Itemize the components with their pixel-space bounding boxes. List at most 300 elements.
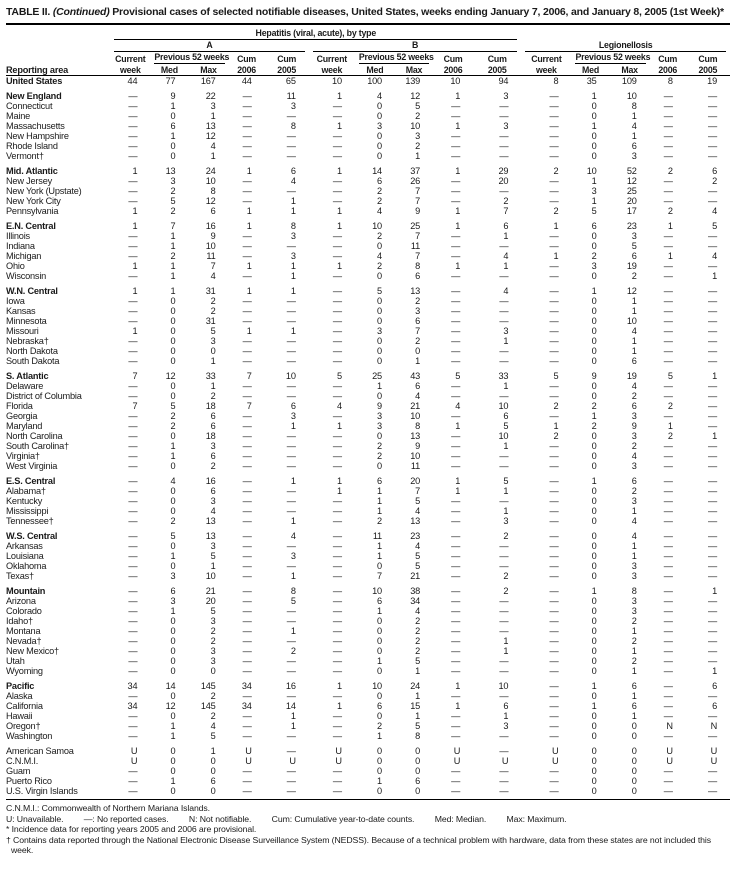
value-cell: — [451, 336, 461, 346]
value-cell: — [286, 636, 296, 646]
value-cell: — [332, 411, 342, 421]
value-cell: — [708, 531, 717, 541]
value-cell: — [332, 721, 342, 731]
value-cell: 34 [241, 701, 252, 711]
value-cell: — [286, 186, 296, 196]
value-cell: 1 [377, 486, 382, 496]
value-cell: — [128, 721, 138, 731]
reporting-area-cell: Delaware [6, 381, 44, 391]
value-cell: 1 [170, 231, 176, 241]
value-cell: — [549, 626, 559, 636]
value-cell: — [286, 776, 296, 786]
value-cell: — [451, 616, 461, 626]
value-cell: — [128, 541, 138, 551]
value-cell: 1 [336, 206, 342, 216]
value-cell: — [549, 496, 559, 506]
reporting-area-cell: E.N. Central [6, 221, 56, 231]
value-cell: 6 [415, 271, 421, 281]
value-cell: 1 [631, 131, 637, 141]
value-cell: 5 [377, 286, 382, 296]
value-cell: — [286, 766, 296, 776]
value-cell: — [663, 561, 673, 571]
value-cell: 9 [415, 441, 421, 451]
reporting-area-cell: Hawaii [6, 711, 33, 721]
value-cell: 2 [210, 711, 216, 721]
value-cell: 14 [372, 166, 382, 176]
value-cell: 0 [591, 101, 597, 111]
col-prev52-a-label: Previous 52 weeks [154, 51, 230, 62]
value-cell: — [128, 251, 138, 261]
value-cell: — [332, 141, 342, 151]
value-cell: — [549, 151, 559, 161]
value-cell: — [128, 666, 138, 676]
value-cell: — [286, 441, 296, 451]
value-cell: 6 [210, 451, 216, 461]
value-cell: — [242, 231, 252, 241]
value-cell: 5 [415, 561, 421, 571]
value-cell: 21 [410, 401, 421, 411]
reporting-area-cell: Wyoming [6, 666, 43, 676]
value-cell: 1 [377, 496, 382, 506]
table-row [6, 231, 730, 241]
value-cell: — [451, 776, 461, 786]
value-cell: 1 [503, 261, 509, 271]
value-cell: 1 [415, 151, 421, 161]
value-cell: 5 [290, 596, 296, 606]
legend-unavailable: U: Unavailable. [6, 813, 64, 824]
value-cell: 0 [170, 616, 176, 626]
value-cell: 2 [377, 261, 382, 271]
value-cell: — [242, 121, 252, 131]
value-cell: — [499, 391, 509, 401]
value-cell: 4 [712, 206, 717, 216]
value-cell: — [663, 346, 673, 356]
value-cell: 2 [210, 626, 216, 636]
value-cell: — [708, 141, 717, 151]
value-cell: — [708, 336, 717, 346]
value-cell: 10 [205, 176, 216, 186]
value-cell: 4 [631, 381, 637, 391]
value-cell: — [451, 541, 461, 551]
value-cell: — [549, 616, 559, 626]
value-cell: 1 [591, 681, 597, 691]
value-cell: — [286, 451, 296, 461]
value-cell: — [549, 486, 559, 496]
value-cell: — [663, 101, 673, 111]
value-cell: — [451, 176, 461, 186]
value-cell: — [128, 461, 138, 471]
value-cell: — [332, 381, 342, 391]
value-cell: — [663, 111, 673, 121]
value-cell: 0 [377, 691, 382, 701]
value-cell: 12 [205, 131, 216, 141]
value-cell: — [332, 516, 342, 526]
value-cell: 1 [455, 121, 461, 131]
value-cell: — [332, 646, 342, 656]
value-cell: 7 [132, 371, 138, 381]
value-cell: 1 [210, 381, 216, 391]
value-cell: — [499, 296, 509, 306]
value-cell: 1 [246, 221, 252, 231]
value-cell: 0 [591, 306, 597, 316]
value-cell: 6 [210, 776, 216, 786]
value-cell: 2 [503, 196, 509, 206]
value-cell: 1 [170, 241, 176, 251]
value-cell: — [499, 451, 509, 461]
value-cell: 3 [210, 441, 216, 451]
value-cell: 0 [170, 381, 176, 391]
value-cell: 52 [626, 166, 637, 176]
col-week-a: week [110, 64, 150, 76]
value-cell: — [128, 381, 138, 391]
value-cell: 3 [591, 186, 597, 196]
value-cell: 2 [415, 111, 421, 121]
value-cell: 2 [631, 636, 637, 646]
value-cell: 0 [377, 316, 382, 326]
value-cell: — [332, 776, 342, 786]
reporting-area-cell: Florida [6, 401, 33, 411]
value-cell: — [242, 316, 252, 326]
header-spacer [521, 28, 730, 40]
value-cell: — [128, 656, 138, 666]
value-cell: — [549, 91, 559, 101]
value-cell: 1 [290, 196, 296, 206]
value-cell: — [549, 691, 559, 701]
value-cell: 1 [290, 421, 296, 431]
value-cell: 1 [455, 261, 461, 271]
value-cell: — [663, 656, 673, 666]
value-cell: 12 [165, 701, 176, 711]
value-cell: 4 [415, 506, 421, 516]
value-cell: 16 [205, 221, 216, 231]
value-cell: 5 [503, 476, 509, 486]
value-cell: 6 [631, 701, 637, 711]
value-cell: 34 [410, 596, 421, 606]
value-cell: — [663, 701, 673, 711]
value-cell: 3 [591, 261, 597, 271]
value-cell: 20 [626, 196, 637, 206]
value-cell: 2 [290, 646, 296, 656]
value-cell: — [663, 336, 673, 346]
value-cell: — [549, 766, 559, 776]
value-cell: U [335, 756, 342, 766]
value-cell: 2 [415, 336, 421, 346]
value-cell: 5 [210, 606, 216, 616]
value-cell: 4 [503, 286, 509, 296]
value-cell: — [499, 306, 509, 316]
table-row [6, 691, 730, 701]
value-cell: — [332, 691, 342, 701]
value-cell: — [663, 381, 673, 391]
value-cell: 0 [591, 571, 597, 581]
table-row [6, 141, 730, 151]
value-cell: — [128, 496, 138, 506]
value-cell: U [335, 746, 342, 756]
value-cell: — [499, 131, 509, 141]
legend-no-reported-cases: —: No reported cases. [83, 813, 169, 824]
value-cell: 1 [210, 746, 216, 756]
value-cell: U [552, 756, 559, 766]
value-cell: — [708, 776, 717, 786]
value-cell: 1 [631, 666, 637, 676]
value-cell: — [242, 336, 252, 346]
value-cell: 3 [503, 91, 509, 101]
value-cell: 2 [553, 431, 559, 441]
value-cell: 1 [503, 231, 509, 241]
value-cell: 3 [631, 606, 637, 616]
value-cell: — [242, 251, 252, 261]
value-cell: 6 [503, 221, 509, 231]
table-row [6, 176, 730, 186]
value-cell: — [286, 616, 296, 626]
value-cell: 2 [210, 296, 216, 306]
value-cell: — [242, 306, 252, 316]
value-cell: 0 [591, 296, 597, 306]
value-cell: — [549, 461, 559, 471]
value-cell: — [549, 711, 559, 721]
value-cell: 5 [415, 656, 421, 666]
value-cell: — [128, 176, 138, 186]
table-row [6, 306, 730, 316]
value-cell: 8 [667, 76, 673, 86]
value-cell: 2 [503, 571, 509, 581]
value-cell: — [549, 731, 559, 741]
reporting-area-cell: Utah [6, 656, 25, 666]
value-cell: — [499, 356, 509, 366]
table-row [6, 346, 730, 356]
value-cell: 1 [170, 261, 176, 271]
value-cell: 10 [586, 166, 597, 176]
value-cell: 0 [631, 766, 637, 776]
value-cell: 26 [410, 176, 421, 186]
value-cell: — [708, 766, 717, 776]
value-cell: 4 [631, 121, 637, 131]
value-cell: 6 [503, 411, 509, 421]
value-cell: 0 [377, 141, 382, 151]
value-cell: 0 [377, 766, 382, 776]
reporting-area-cell: Michigan [6, 251, 42, 261]
value-cell: 1 [503, 336, 509, 346]
value-cell: — [549, 506, 559, 516]
value-cell: 0 [170, 691, 176, 701]
col-current-a: Current [115, 53, 146, 64]
value-cell: — [332, 286, 342, 296]
value-cell: 0 [591, 691, 597, 701]
reporting-area-cell: Oklahoma [6, 561, 47, 571]
value-cell: 0 [591, 346, 597, 356]
value-cell: — [286, 241, 296, 251]
value-cell: 3 [210, 541, 216, 551]
value-cell: 2 [415, 626, 421, 636]
value-cell: — [549, 186, 559, 196]
value-cell: — [663, 496, 673, 506]
value-cell: 0 [415, 756, 421, 766]
value-cell: 0 [591, 241, 597, 251]
value-cell: — [499, 691, 509, 701]
value-cell: — [499, 596, 509, 606]
value-cell: — [499, 241, 509, 251]
value-cell: — [549, 701, 559, 711]
value-cell: 100 [367, 76, 382, 86]
value-cell: 0 [377, 241, 382, 251]
value-cell: — [451, 391, 461, 401]
value-cell: 1 [210, 561, 216, 571]
value-cell: 5 [210, 326, 216, 336]
value-cell: — [332, 506, 342, 516]
value-cell: 2 [591, 421, 597, 431]
value-cell: 2 [631, 391, 637, 401]
value-cell: — [242, 636, 252, 646]
value-cell: 0 [591, 316, 597, 326]
value-cell: 0 [170, 646, 176, 656]
col-max-b: Max [395, 64, 433, 76]
value-cell: 15 [410, 701, 421, 711]
value-cell: — [663, 786, 673, 796]
value-cell: 1 [246, 326, 252, 336]
value-cell: 9 [377, 401, 382, 411]
value-cell: — [499, 271, 509, 281]
value-cell: 1 [336, 221, 342, 231]
value-cell: — [332, 296, 342, 306]
value-cell: 1 [591, 286, 597, 296]
value-cell: — [242, 411, 252, 421]
value-cell: 5 [455, 371, 461, 381]
value-cell: 1 [455, 421, 461, 431]
value-cell: — [663, 296, 673, 306]
value-cell: 10 [205, 571, 216, 581]
col-cum06-a: Cum [237, 53, 257, 64]
value-cell: — [451, 356, 461, 366]
value-cell: 1 [336, 261, 342, 271]
value-cell: 2 [377, 196, 382, 206]
value-cell: — [332, 431, 342, 441]
value-cell: — [128, 231, 138, 241]
value-cell: — [286, 496, 296, 506]
value-cell: — [451, 561, 461, 571]
value-cell: — [451, 606, 461, 616]
value-cell: — [332, 231, 342, 241]
reporting-area-cell: Maine [6, 111, 31, 121]
value-cell: — [549, 606, 559, 616]
table-row [6, 261, 730, 271]
value-cell: 4 [377, 206, 382, 216]
value-cell: — [242, 571, 252, 581]
value-cell: — [286, 391, 296, 401]
value-cell: — [332, 606, 342, 616]
value-cell: 34 [127, 681, 138, 691]
table-row [6, 496, 730, 506]
value-cell: — [663, 176, 673, 186]
value-cell: — [499, 101, 509, 111]
value-cell: — [708, 616, 717, 626]
value-cell: — [663, 91, 673, 101]
value-cell: 10 [410, 451, 421, 461]
value-cell: — [549, 596, 559, 606]
value-cell: 3 [631, 571, 637, 581]
value-cell: 10 [285, 371, 296, 381]
reporting-area-cell: Ohio [6, 261, 25, 271]
value-cell: 3 [290, 251, 296, 261]
value-cell: — [663, 306, 673, 316]
value-cell: 9 [415, 206, 421, 216]
value-cell: — [549, 786, 559, 796]
value-cell: — [451, 461, 461, 471]
value-cell: — [128, 91, 138, 101]
value-cell: — [242, 606, 252, 616]
value-cell: 12 [165, 371, 176, 381]
value-cell: — [286, 656, 296, 666]
value-cell: 6 [712, 701, 717, 711]
value-cell: — [242, 451, 252, 461]
value-cell: 10 [626, 316, 637, 326]
table-row [6, 586, 730, 596]
value-cell: — [451, 251, 461, 261]
value-cell: — [663, 711, 673, 721]
value-cell: — [128, 766, 138, 776]
value-cell: 1 [503, 506, 509, 516]
value-cell: — [549, 381, 559, 391]
table-header [6, 28, 730, 76]
value-cell: 1 [336, 166, 342, 176]
value-cell: — [332, 786, 342, 796]
value-cell: — [708, 316, 717, 326]
table-row [6, 121, 730, 131]
value-cell: — [663, 316, 673, 326]
value-cell: — [128, 121, 138, 131]
value-cell: 0 [591, 231, 597, 241]
value-cell: — [286, 141, 296, 151]
reporting-area-cell: Minnesota [6, 316, 47, 326]
table-row [6, 766, 730, 776]
value-cell: 8 [290, 221, 296, 231]
value-cell: — [242, 391, 252, 401]
value-cell: 2 [170, 411, 176, 421]
value-cell: 2 [631, 656, 637, 666]
value-cell: 5 [712, 221, 717, 231]
value-cell: — [663, 151, 673, 161]
value-cell: 3 [210, 101, 216, 111]
value-cell: — [242, 476, 252, 486]
value-cell: 5 [415, 721, 421, 731]
value-cell: 1 [455, 476, 461, 486]
value-cell: 0 [170, 111, 176, 121]
value-cell: 0 [377, 391, 382, 401]
value-cell: — [708, 101, 717, 111]
value-cell: 8 [631, 586, 637, 596]
value-cell: — [663, 606, 673, 616]
reporting-area-cell: Massachusetts [6, 121, 65, 131]
col-med-leg: Med [571, 64, 609, 76]
value-cell: 1 [246, 206, 252, 216]
value-cell: 1 [667, 251, 673, 261]
value-cell: 12 [626, 176, 637, 186]
reporting-area-cell: U.S. Virgin Islands [6, 786, 78, 796]
value-cell: — [549, 346, 559, 356]
value-cell: 2 [503, 586, 509, 596]
value-cell: 33 [205, 371, 216, 381]
value-cell: 1 [631, 626, 637, 636]
value-cell: — [128, 241, 138, 251]
value-cell: 0 [170, 636, 176, 646]
col-2005-a: 2005 [265, 64, 309, 76]
value-cell: — [663, 616, 673, 626]
legionellosis-label: Legionellosis [525, 40, 726, 52]
value-cell: — [549, 411, 559, 421]
table-row [6, 336, 730, 346]
value-cell: 1 [631, 336, 637, 346]
value-cell: 1 [336, 681, 342, 691]
value-cell: — [663, 626, 673, 636]
